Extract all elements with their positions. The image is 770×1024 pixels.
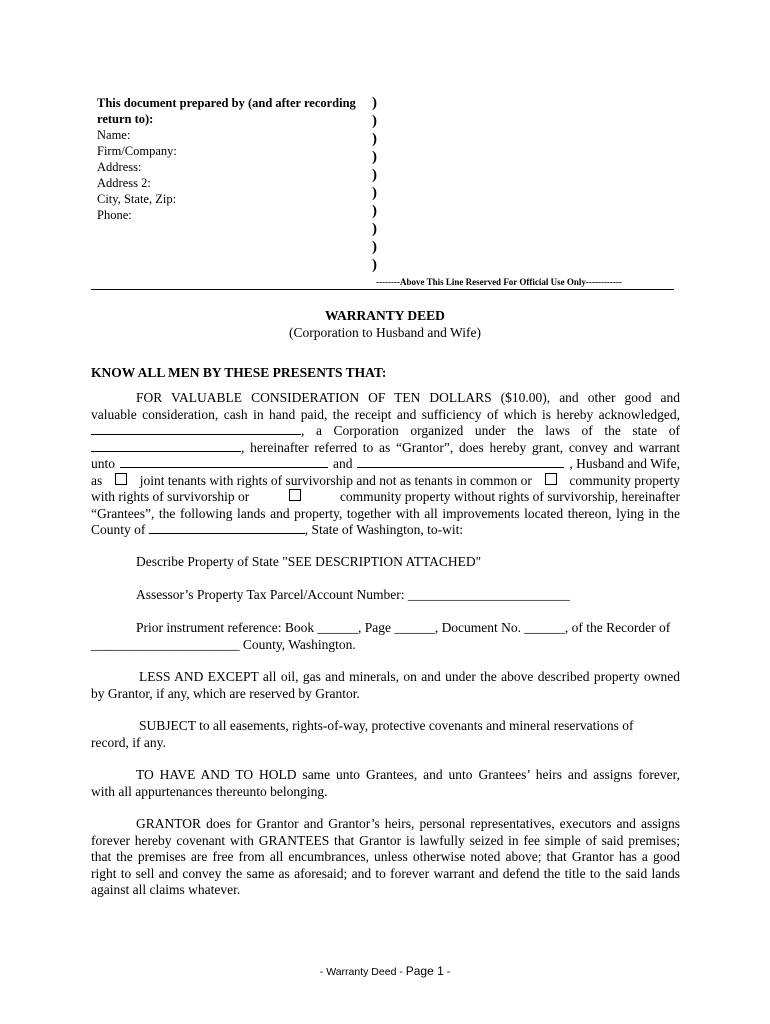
bracket: ) (372, 149, 377, 165)
consideration-line-3-text: , a Corporation organized under the laws of the state of (301, 423, 680, 438)
county-line (91, 522, 680, 539)
bracket: ) (372, 167, 377, 183)
prior-instrument-line-1: Prior instrument reference: Book ______, Page ______, Document No. ______, of the Recorder of (136, 620, 671, 635)
consideration-paragraph (91, 390, 680, 539)
subject-to-line-2: record, if any. (91, 734, 166, 750)
community-property-no-survivorship-checkbox[interactable] (289, 489, 301, 501)
less-except-line-2: by Grantor, if any, which are reserved by Grantor. (91, 685, 360, 701)
field-address2-label: Address 2: (97, 176, 151, 190)
state-blank[interactable] (91, 440, 241, 452)
grantor-covenant (91, 816, 680, 899)
to-have-and-hold (91, 767, 680, 800)
grantee-2-blank[interactable] (357, 456, 564, 468)
subject-to (91, 718, 680, 751)
field-firm-label: Firm/Company: (97, 144, 177, 158)
community-without-text: community property without rights of survivorship, hereinafter (339, 489, 680, 504)
know-all-heading: KNOW ALL MEN BY THESE PRESENTS THAT: (91, 365, 387, 380)
bracket: ) (372, 113, 377, 129)
less-and-except (91, 669, 680, 702)
subject-to-line-1: SUBJECT to all easements, rights-of-way, protective covenants and mineral reservations of (139, 718, 634, 733)
reserved-divider (91, 289, 674, 290)
grantees-line: “Grantees”, the following lands and property, together with all improvements located thereon, lying in the (91, 505, 680, 521)
reserved-notice: --------Above This Line Reserved For Official Use Only------------ (376, 277, 622, 287)
joint-tenants-text: joint tenants with rights of survivorship and not as tenants in common or (139, 472, 532, 488)
grantor-covenant-line-2: forever hereby covenant with GRANTEES that Grantor is lawfully seized in fee simple of said premises; (91, 832, 680, 848)
community-line (91, 489, 680, 506)
consideration-line-1: FOR VALUABLE CONSIDERATION OF TEN DOLLARS ($10.00), and other good and (136, 390, 680, 405)
grantor-covenant-line-4: right to sell and convey the same as aforesaid; and to forever warrant and defend the title to the said lands (91, 865, 680, 881)
bracket: ) (372, 185, 377, 201)
consideration-line-4 (91, 440, 680, 457)
county-blank[interactable] (149, 522, 305, 534)
prior-instrument-line-2: ______________________ County, Washington. (91, 636, 356, 652)
to-have-line-1: TO HAVE AND TO HOLD same unto Grantees, and unto Grantees’ heirs and assigns forever, (136, 767, 680, 782)
field-address-label: Address: (97, 160, 142, 174)
and-text: and (332, 456, 353, 471)
field-name-label: Name: (97, 128, 131, 142)
prior-instrument (91, 620, 680, 653)
assessor-label: Assessor’s Property Tax Parcel/Account Number: (136, 587, 405, 602)
bracket: ) (372, 257, 377, 273)
bracket: ) (372, 95, 377, 111)
document-title: WARRANTY DEED (325, 308, 445, 323)
county-of-text: County of (91, 522, 146, 537)
as-text: as (91, 472, 103, 488)
bracket: ) (372, 203, 377, 219)
footer-dash: - (443, 966, 451, 978)
grantor-covenant-line-5: against all claims whatever. (91, 882, 241, 897)
consideration-line-2: valuable consideration, cash in hand paid, the receipt and sufficiency of which is hereby acknowledged, (91, 406, 680, 422)
prepared-by-heading: This document prepared by (and after recording (97, 96, 356, 110)
prepared-by-heading-cont: return to): (97, 112, 154, 126)
joint-tenants-checkbox[interactable] (115, 473, 127, 485)
grantor-corporation-blank[interactable] (91, 423, 301, 435)
to-have-line-2: with all appurtenances thereunto belonging. (91, 783, 328, 799)
bracket-column (372, 94, 384, 274)
consideration-line-3 (91, 423, 680, 440)
husband-wife-text: , Husband and Wife, (569, 456, 680, 471)
grantee-1-blank[interactable] (120, 456, 328, 468)
grantor-covenant-line-1: GRANTOR does for Grantor and Grantor’s heirs, personal representatives, executors and assigns (136, 816, 680, 831)
assessor-number-blank[interactable]: ________________________ (407, 587, 570, 602)
assessor-line (91, 587, 680, 604)
unto-line (91, 456, 680, 473)
prepared-by-block (97, 95, 367, 223)
bracket: ) (372, 239, 377, 255)
community-property-text: community property (569, 472, 680, 488)
page-footer (0, 964, 770, 978)
field-phone-label: Phone: (97, 208, 132, 222)
state-washington-text: , State of Washington, to-wit: (304, 522, 464, 537)
unto-text: unto (91, 456, 116, 471)
field-city-label: City, State, Zip: (97, 192, 177, 206)
consideration-line-4-text: , hereinafter referred to as “Grantor”, does hereby grant, convey and warrant (241, 439, 680, 455)
tenancy-line (91, 473, 680, 490)
bracket: ) (372, 131, 377, 147)
less-except-line-1: LESS AND EXCEPT all oil, gas and minerals, on and under the above described property owned (139, 669, 680, 684)
grantor-covenant-line-3: that the premises are free from all encumbrances, unless otherwise noted above; that Grantor has a good (91, 849, 680, 864)
describe-property: Describe Property of State "SEE DESCRIPTION ATTACHED" (136, 554, 482, 569)
document-subtitle: (Corporation to Husband and Wife) (289, 325, 481, 340)
page-number: Page 1 (405, 964, 444, 978)
community-property-survivorship-checkbox[interactable] (545, 473, 557, 485)
footer-label: - Warranty Deed - (319, 966, 406, 978)
bracket: ) (372, 221, 377, 237)
with-rights-text: with rights of survivorship or (91, 489, 250, 504)
